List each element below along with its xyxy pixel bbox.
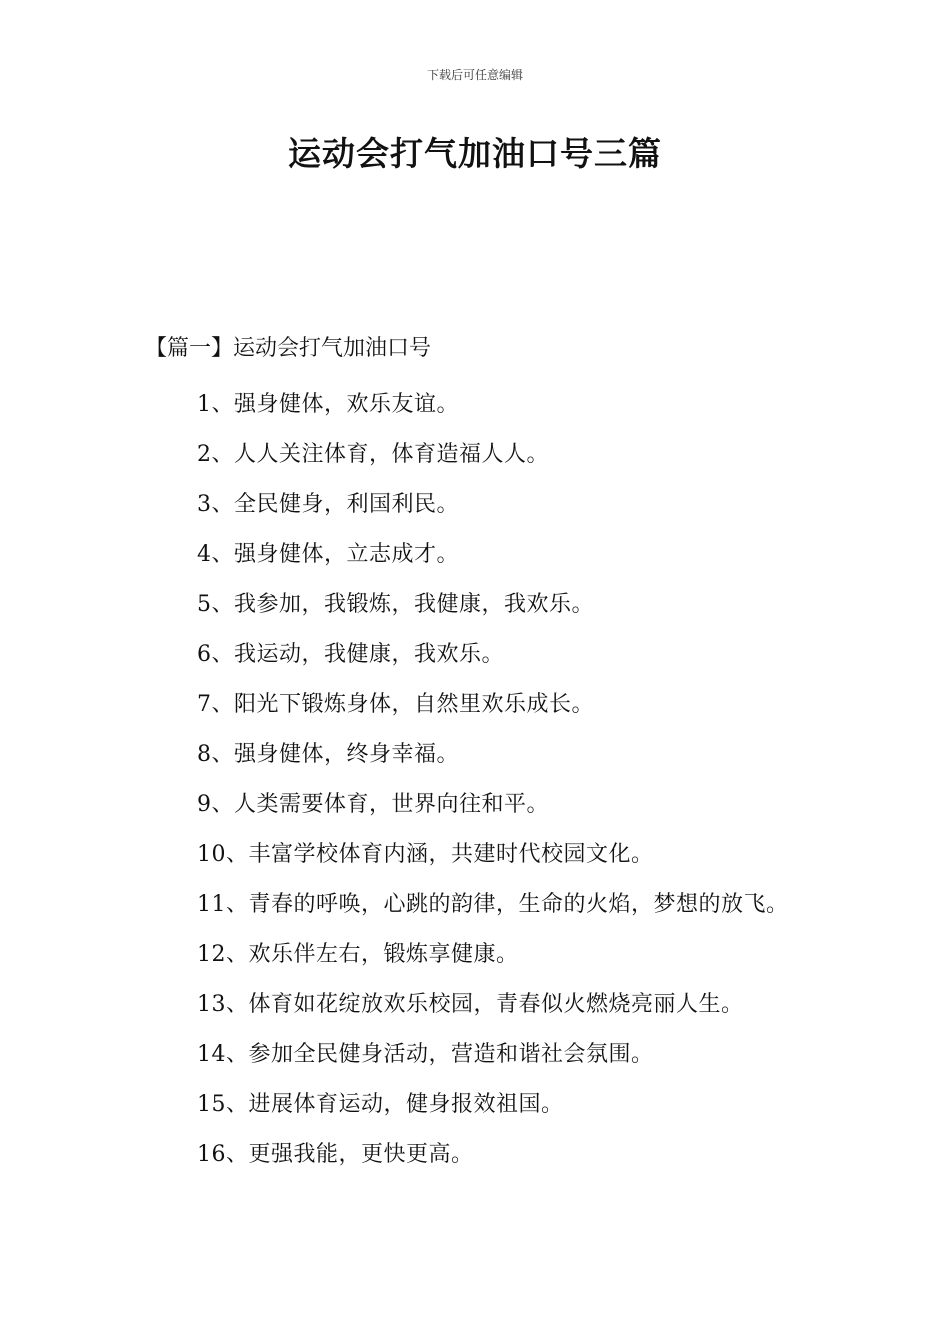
list-item: 14、参加全民健身活动，营造和谐社会氛围。 — [197, 1042, 654, 1067]
document-title: 运动会打气加油口号三篇 — [288, 134, 662, 173]
list-item: 5、我参加，我锻炼，我健康，我欢乐。 — [197, 592, 594, 617]
list-item: 2、人人关注体育，体育造福人人。 — [197, 442, 549, 467]
list-item: 9、人类需要体育，世界向往和平。 — [197, 792, 549, 817]
header-note: 下载后可任意编辑 — [426, 68, 523, 82]
list-item: 4、强身健体，立志成才。 — [197, 542, 459, 567]
list-item: 1、强身健体，欢乐友谊。 — [197, 392, 459, 417]
list-item: 13、体育如花绽放欢乐校园，青春似火燃烧亮丽人生。 — [197, 992, 744, 1017]
document-body — [145, 330, 810, 1180]
list-item: 12、欢乐伴左右，锻炼享健康。 — [197, 942, 519, 967]
list-item: 16、更强我能，更快更高。 — [197, 1142, 474, 1167]
list-item: 10、丰富学校体育内涵，共建时代校园文化。 — [197, 842, 654, 867]
slogan-list — [145, 380, 810, 1180]
list-item: 3、全民健身，利国利民。 — [197, 492, 459, 517]
list-item: 15、进展体育运动，健身报效祖国。 — [197, 1092, 564, 1117]
list-item: 11、青春的呼唤，心跳的韵律，生命的火焰，梦想的放飞。 — [197, 892, 789, 917]
list-item: 6、我运动，我健康，我欢乐。 — [197, 642, 504, 667]
section-heading: 【篇一】运动会打气加油口号 — [145, 336, 432, 361]
list-item: 8、强身健体，终身幸福。 — [197, 742, 459, 767]
list-item: 7、阳光下锻炼身体，自然里欢乐成长。 — [197, 692, 594, 717]
